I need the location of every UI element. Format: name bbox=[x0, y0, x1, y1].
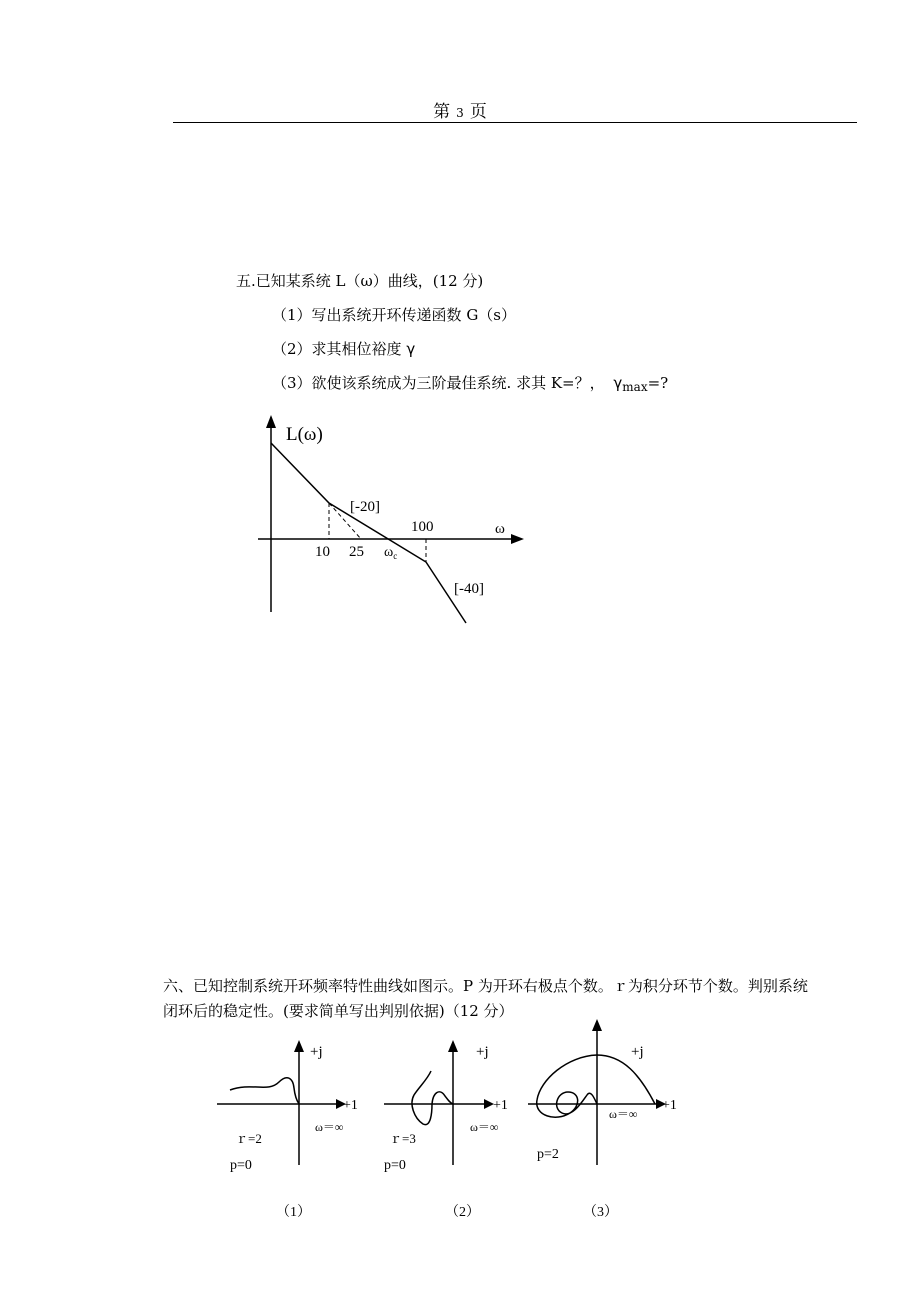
gamma-symbol: γ bbox=[406, 340, 416, 358]
x-axis-arrow bbox=[511, 534, 524, 544]
y-axis-arrow bbox=[266, 415, 276, 428]
asymptote-curve bbox=[271, 443, 466, 623]
tick-label-10: 10 bbox=[315, 544, 330, 560]
nyquist-figures bbox=[0, 1000, 920, 1240]
q5-title: 五.已知某系统 L（ω）曲线，(12 分) bbox=[236, 272, 484, 290]
fig1-imag-arrow bbox=[294, 1040, 304, 1052]
tick-label-100: 100 bbox=[411, 519, 434, 535]
fig1-caption: （1） bbox=[276, 1205, 311, 1220]
fig3-imag-arrow bbox=[592, 1019, 602, 1031]
fig3-one-label: +1 bbox=[662, 1098, 677, 1113]
q5-item2-text: （2）求其相位裕度 bbox=[272, 340, 402, 358]
fig1-j-label: +j bbox=[310, 1044, 323, 1060]
slope-label-40: [-40] bbox=[454, 581, 484, 597]
nyquist-figure-1 bbox=[217, 1040, 358, 1220]
fig2-p-label: p=0 bbox=[384, 1158, 406, 1173]
fig1-omega-label: ω＝∞ bbox=[315, 1120, 344, 1134]
fig2-r-label: ｒ=3 bbox=[389, 1131, 416, 1146]
y-axis-label: L(ω) bbox=[286, 424, 323, 445]
fig2-caption: （2） bbox=[445, 1205, 480, 1220]
fig3-caption: （3） bbox=[583, 1205, 618, 1220]
x-axis-label: ω bbox=[495, 521, 505, 537]
nyquist-figure-3 bbox=[528, 1019, 677, 1220]
q5-item3-text: （3）欲使该系统成为三阶最佳系统. 求其 K=？， bbox=[272, 374, 605, 392]
page-number: 3 bbox=[456, 106, 464, 120]
fig3-j-label: +j bbox=[631, 1044, 644, 1060]
fig1-p-label: p=0 bbox=[230, 1158, 252, 1173]
fig2-j-label: +j bbox=[476, 1044, 489, 1060]
page-suffix: 页 bbox=[469, 102, 487, 122]
fig2-omega-label: ω＝∞ bbox=[470, 1120, 499, 1134]
fig1-one-label: +1 bbox=[343, 1098, 358, 1113]
q5-item1: （1）写出系统开环传递函数 G（s） bbox=[272, 306, 516, 324]
tick-label-omega-c: $\omega_c$ bbox=[384, 545, 398, 561]
q6-line2: 闭环后的稳定性。(要求简单写出判别依据)（12 分） bbox=[163, 1002, 514, 1020]
page-prefix: 第 bbox=[433, 102, 451, 122]
fig2-nyquist-curve bbox=[412, 1071, 453, 1125]
fig2-imag-arrow bbox=[448, 1040, 458, 1052]
fig1-r-label: ｒ=2 bbox=[235, 1131, 262, 1146]
q5-item3-tail: =? bbox=[647, 374, 669, 392]
q6-line1: 六、已知控制系统开环频率特性曲线如图示。P 为开环右极点个数。ｒ为积分环节个数。判别系统 bbox=[163, 977, 808, 995]
gamma-max-symbol: γ bbox=[613, 374, 623, 392]
fig2-one-label: +1 bbox=[493, 1098, 508, 1113]
slope-label-20: [-20] bbox=[350, 499, 380, 515]
fig3-p-label: p=2 bbox=[537, 1147, 559, 1162]
gamma-max-subscript: max bbox=[622, 380, 648, 394]
tick-label-25: 25 bbox=[349, 544, 364, 560]
nyquist-figure-2 bbox=[384, 1040, 508, 1220]
fig3-omega-label: ω＝∞ bbox=[609, 1107, 638, 1121]
fig1-nyquist-curve bbox=[230, 1078, 299, 1104]
